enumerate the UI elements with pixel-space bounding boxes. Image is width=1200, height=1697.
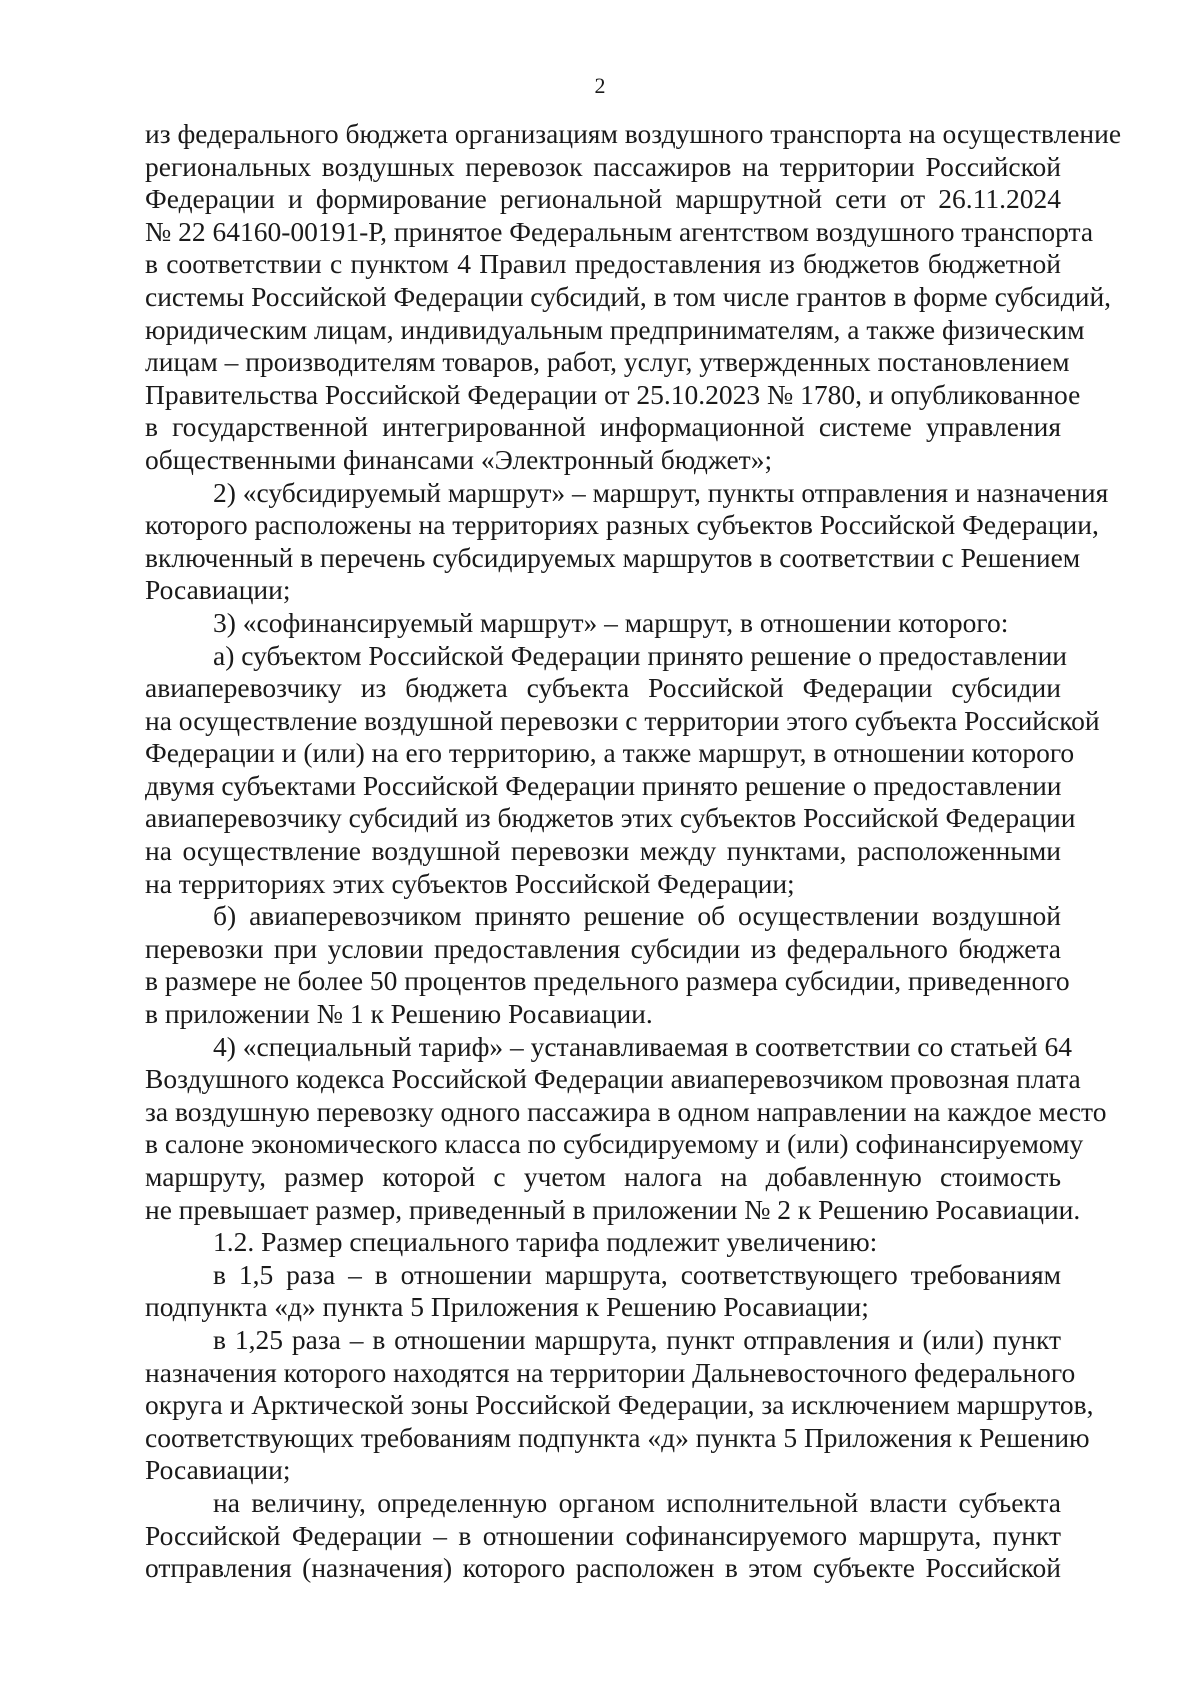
text-line: Росавиации; (145, 574, 291, 606)
text-line: 4) «специальный тариф» – устанавливаемая в соответствии со статьей 64 (213, 1030, 1073, 1062)
text-line: а) субъектом Российской Федерации принято решение о предоставлении (213, 639, 1068, 671)
text-line: двумя субъектами Российской Федерации принято решение о предоставлении (145, 769, 1062, 801)
document-body (145, 118, 1122, 1585)
text-line: округа и Арктической зоны Российской Федерации, за исключением маршрутов, (145, 1389, 1094, 1421)
text-line: на территориях этих субъектов Российской Федерации; (145, 867, 795, 899)
text-line: в салоне экономического класса по субсидируемому и (или) софинансируемому (145, 1128, 1084, 1160)
text-line: назначения которого находятся на территории Дальневосточного федерального (145, 1356, 1076, 1388)
text-line: авиаперевозчику субсидий из бюджетов этих субъектов Российской Федерации (145, 802, 1076, 834)
text-line: не превышает размер, приведенный в приложении № 2 к Решению Росавиации. (145, 1193, 1081, 1225)
text-line: из федерального бюджета организациям воздушного транспорта на осуществление (145, 118, 1122, 149)
text-line: в 1,5 раза – в отношении маршрута, соответствующего требованиям (213, 1258, 1061, 1290)
text-line: перевозки при условии предоставления субсидии из федерального бюджета (145, 932, 1061, 964)
text-line: в соответствии с пунктом 4 Правил предоставления из бюджетов бюджетной (145, 248, 1061, 280)
text-line: лицам – производителям товаров, работ, услуг, утвержденных постановлением (145, 346, 1070, 378)
text-line: соответствующих требованиям подпункта «д» пункта 5 Приложения к Решению (145, 1421, 1090, 1453)
text-line: на осуществление воздушной перевозки с территории этого субъекта Российской (145, 704, 1100, 736)
text-line: Росавиации; (145, 1454, 291, 1486)
text-line: маршруту, размер которой с учетом налога на добавленную стоимость (145, 1161, 1061, 1192)
text-line: которого расположены на территориях разных субъектов Российской Федерации, (145, 509, 1099, 541)
text-line: б) авиаперевозчиком принято решение об осуществлении воздушной (213, 900, 1061, 932)
text-line: на осуществление воздушной перевозки между пунктами, расположенными (145, 835, 1061, 867)
text-line: № 22 64160-00191-Р, принятое Федеральным агентством воздушного транспорта (145, 215, 1094, 247)
text-line: за воздушную перевозку одного пассажира в одном направлении на каждое место (145, 1095, 1107, 1127)
text-line: включенный в перечень субсидируемых маршрутов в соответствии с Решением (145, 541, 1081, 573)
text-line: юридическим лицам, индивидуальным предпринимателям, а также физическим (145, 313, 1085, 345)
text-line: в размере не более 50 процентов предельного размера субсидии, приведенного (145, 965, 1070, 997)
text-line: подпункта «д» пункта 5 Приложения к Решению Росавиации; (145, 1291, 869, 1323)
text-line: Воздушного кодекса Российской Федерации авиаперевозчиком провозная плата (145, 1063, 1081, 1095)
text-line: 2) «субсидируемый маршрут» – маршрут, пункты отправления и назначения (213, 476, 1109, 508)
text-line: Федерации и формирование региональной маршрутной сети от 26.11.2024 (145, 183, 1061, 215)
text-line: Правительства Российской Федерации от 25.10.2023 № 1780, и опубликованное (145, 378, 1081, 410)
text-line: в 1,25 раза – в отношении маршрута, пункт отправления и (или) пункт (213, 1323, 1061, 1355)
text-line: общественными финансами «Электронный бюджет»; (145, 443, 773, 475)
text-line: отправления (назначения) которого расположен в этом субъекте Российской (145, 1552, 1061, 1584)
text-line: в государственной интегрированной информационной системе управления (145, 411, 1061, 443)
text-line: 1.2. Размер специального тарифа подлежит увеличению: (213, 1226, 878, 1258)
text-line: на величину, определенную органом исполнительной власти субъекта (213, 1486, 1061, 1518)
text-line: региональных воздушных перевозок пассажиров на территории Российской (145, 150, 1061, 182)
text-line: авиаперевозчику из бюджета субъекта Российской Федерации субсидии (145, 672, 1061, 704)
page-number: 2 (594, 73, 606, 98)
text-line: Федерации и (или) на его территорию, а также маршрут, в отношении которого (145, 737, 1075, 769)
text-line: в приложении № 1 к Решению Росавиации. (145, 998, 653, 1030)
text-line: Российской Федерации – в отношении софинансируемого маршрута, пункт (145, 1519, 1061, 1551)
text-line: системы Российской Федерации субсидий, в том числе грантов в форме субсидий, (145, 280, 1112, 312)
text-line: 3) «софинансируемый маршрут» – маршрут, в отношении которого: (213, 606, 1009, 638)
